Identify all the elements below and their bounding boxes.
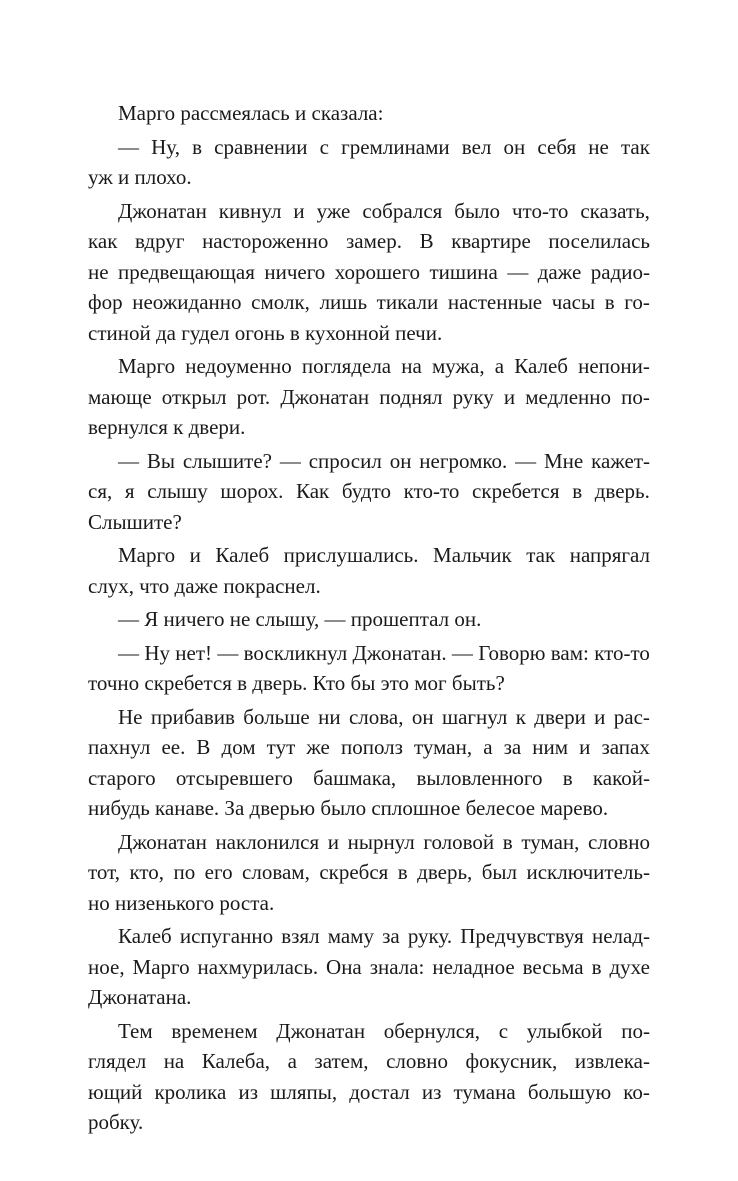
word: шорох. — [220, 479, 284, 503]
word: и — [293, 198, 305, 223]
word: Джонатан — [276, 1018, 366, 1043]
word: кролика — [154, 1079, 227, 1104]
word: ся, — [88, 479, 113, 503]
word: медленно — [525, 384, 612, 409]
word: — — [118, 640, 139, 665]
word: кто-то — [403, 479, 460, 503]
word: сравнении — [214, 134, 308, 159]
word: в — [502, 829, 513, 854]
text-line — [88, 382, 650, 413]
word: и — [594, 704, 606, 729]
word: в — [604, 290, 615, 314]
word: в — [572, 479, 583, 503]
text-line: нибудь канаве. За дверью было сплошное белесое марево. — [88, 796, 609, 820]
word: Джонатан — [118, 198, 207, 223]
word: с — [319, 134, 329, 159]
word: слышите? — [182, 448, 272, 473]
text-line: вернулся к двери. — [88, 415, 246, 439]
word: мужа, — [432, 354, 485, 378]
word: на — [163, 1049, 185, 1073]
text-line — [88, 196, 650, 227]
word: вел — [461, 134, 492, 159]
text-line — [88, 1016, 650, 1047]
word: Джонатан — [280, 384, 370, 409]
word: го- — [624, 290, 650, 314]
text-line — [88, 857, 650, 888]
word: Предчувствуя — [460, 924, 584, 948]
word: предвещающая — [118, 259, 255, 284]
word: ющий — [88, 1079, 143, 1104]
word: неожиданно — [132, 290, 242, 314]
word: кто, — [129, 860, 165, 884]
word: кажет- — [591, 448, 650, 473]
word: лишь — [319, 290, 368, 314]
word: к — [515, 704, 526, 729]
word: замер. — [345, 229, 402, 253]
paragraph — [88, 921, 650, 1013]
word: Джонатан — [118, 829, 207, 854]
word: он — [411, 704, 434, 729]
word: дверь. — [594, 479, 650, 503]
text-line: робку. — [88, 1110, 144, 1134]
word: шагнул — [441, 704, 508, 729]
word: Марго — [118, 543, 176, 567]
paragraph — [88, 540, 650, 601]
word: вдруг — [135, 229, 185, 253]
word: так — [620, 134, 650, 159]
paragraph — [88, 827, 650, 919]
word: неладное — [432, 954, 515, 979]
word: — — [515, 448, 537, 473]
word: напрягал — [569, 543, 650, 567]
word: сказать, — [580, 198, 650, 223]
text-line — [88, 132, 650, 163]
word: по- — [621, 1018, 650, 1043]
word: смолк, — [251, 290, 310, 314]
word: по — [173, 860, 196, 884]
word: рот. — [236, 384, 271, 409]
word: его — [204, 860, 233, 884]
text-line: уж и плохо. — [88, 165, 192, 189]
word: ее. — [161, 735, 186, 759]
word: затем, — [314, 1049, 369, 1073]
paragraph — [88, 702, 650, 824]
text-line — [88, 921, 650, 952]
word: а — [287, 1049, 297, 1073]
word: же — [306, 735, 330, 759]
word: туман, — [414, 735, 473, 759]
text-line — [88, 287, 650, 318]
word: нырнул — [347, 829, 415, 854]
word: прибавив — [150, 704, 235, 729]
word: Калеб — [118, 924, 172, 948]
word: маму — [327, 924, 374, 948]
text-line — [88, 952, 650, 983]
word: улыбкой — [526, 1018, 603, 1043]
paragraph — [88, 638, 650, 699]
paragraph — [88, 98, 650, 129]
word: не — [88, 259, 109, 284]
text-line — [88, 638, 650, 669]
word: наклонился — [215, 829, 320, 854]
word: Тем — [118, 1018, 153, 1043]
word: как — [88, 229, 118, 253]
word: негромко. — [419, 448, 508, 473]
word: ним — [532, 735, 569, 759]
word: тот, — [88, 860, 120, 884]
word: и — [503, 384, 516, 409]
text-line — [88, 763, 650, 794]
text-line — [88, 827, 650, 858]
word: ное, — [88, 954, 125, 979]
word: нелад- — [591, 924, 650, 948]
word: дом — [221, 735, 256, 759]
word: испуганно — [179, 924, 274, 948]
text-line — [88, 1046, 650, 1077]
word: гремлинами — [341, 134, 450, 159]
word: радио- — [590, 259, 650, 284]
word: фокусник, — [465, 1049, 558, 1073]
word: — — [279, 448, 301, 473]
word: духе — [609, 954, 650, 979]
text-line: — Я ничего не слышу, — прошептал он. — [118, 607, 482, 631]
word: отсыревшего — [175, 765, 293, 790]
paragraph — [88, 196, 650, 349]
word: туман, — [521, 829, 580, 854]
word: уже — [316, 198, 351, 223]
word: руку — [452, 384, 494, 409]
text-line — [88, 351, 650, 382]
word: обернулся, — [383, 1018, 481, 1043]
word: из — [421, 1079, 442, 1104]
word: скребся — [319, 860, 389, 884]
word: собрался — [362, 198, 443, 223]
word: весьма — [522, 954, 584, 979]
word: В — [196, 735, 211, 759]
word: поглядела — [301, 354, 392, 378]
word: Мне — [543, 448, 584, 473]
word: Джонатан. — [352, 640, 447, 665]
word: руку. — [407, 924, 453, 948]
word: — — [451, 640, 473, 665]
word: Она — [326, 954, 362, 979]
word: взял — [281, 924, 320, 948]
word: было — [454, 198, 501, 223]
word: пахнул — [88, 735, 151, 759]
word: тут — [266, 735, 296, 759]
word: тишина — [429, 259, 498, 284]
word: старого — [88, 765, 156, 790]
word: — — [217, 640, 239, 665]
word: непони- — [578, 354, 650, 378]
word: пополз — [340, 735, 403, 759]
word: нет! — [175, 640, 213, 665]
text-line — [88, 1077, 650, 1108]
word: ничего — [264, 259, 326, 284]
word: Мальчик — [433, 543, 512, 567]
text-line — [88, 540, 650, 571]
word: Вы — [146, 448, 175, 473]
word: глядел — [88, 1049, 147, 1073]
word: квартире — [451, 229, 531, 253]
paragraph — [88, 1016, 650, 1138]
word: большую — [527, 1079, 612, 1104]
word: слова, — [348, 704, 404, 729]
word: а — [494, 354, 505, 378]
book-page — [88, 98, 650, 1138]
word: вам: — [550, 640, 589, 665]
word: В — [419, 229, 434, 253]
word: в — [591, 954, 602, 979]
word: исключитель- — [526, 860, 650, 884]
word: тикали — [376, 290, 439, 314]
word: он — [389, 448, 412, 473]
word: ни — [318, 704, 341, 729]
text-line — [88, 446, 650, 477]
word: Говорю — [478, 640, 546, 665]
word: знала: — [369, 954, 425, 979]
word: спросил — [308, 448, 382, 473]
text-line — [88, 732, 650, 763]
word: рас- — [613, 704, 650, 729]
word: тумана — [453, 1079, 516, 1104]
word: — — [118, 448, 139, 473]
word: запах — [601, 735, 650, 759]
word: за — [382, 924, 400, 948]
text-line: Джонатана. — [88, 985, 192, 1009]
word: башмака, — [313, 765, 397, 790]
word: словам, — [242, 860, 310, 884]
word: шляпы, — [270, 1079, 338, 1104]
word: недоуменно — [185, 354, 292, 378]
paragraph — [88, 604, 650, 635]
word: и — [327, 829, 339, 854]
text-line — [88, 257, 650, 288]
word: не — [588, 134, 609, 159]
text-line: Марго рассмеялась и сказала: — [118, 101, 384, 125]
word: мающе — [88, 384, 152, 409]
word: достал — [349, 1079, 410, 1104]
word: открыл — [161, 384, 227, 409]
word: в — [192, 134, 203, 159]
word: скребется — [472, 479, 560, 503]
word: нахмурилась. — [197, 954, 319, 979]
word: а — [483, 735, 493, 759]
word: Ну — [144, 640, 170, 665]
word: по- — [621, 384, 650, 409]
word: и — [579, 735, 591, 759]
word: больше — [243, 704, 310, 729]
word: настороженно — [202, 229, 329, 253]
word: Ну, — [151, 134, 180, 159]
word: из — [238, 1079, 259, 1104]
word: фор — [88, 290, 123, 314]
word: будто — [341, 479, 392, 503]
word: какой- — [592, 765, 650, 790]
text-line: точно скребется в дверь. Кто бы это мог быть? — [88, 671, 505, 695]
word: так — [526, 543, 556, 567]
word: словно — [588, 829, 650, 854]
word: кто-то — [594, 640, 650, 665]
paragraph — [88, 446, 650, 538]
word: кивнул — [218, 198, 282, 223]
word: извлека- — [574, 1049, 650, 1073]
text-line — [88, 226, 650, 257]
paragraph — [88, 132, 650, 193]
text-line: слух, что даже покраснел. — [88, 573, 321, 598]
word: Калеба, — [201, 1049, 271, 1073]
paragraph — [88, 351, 650, 443]
word: — — [507, 259, 529, 284]
word: себя — [537, 134, 577, 159]
word: даже — [537, 259, 582, 284]
word: я — [124, 479, 135, 503]
word: двери — [534, 704, 586, 729]
text-line — [88, 702, 650, 733]
text-line: но низенького роста. — [88, 890, 275, 915]
word: слышу — [147, 479, 208, 503]
word: дверь, — [417, 860, 473, 884]
word: временем — [171, 1018, 258, 1043]
word: был — [481, 860, 518, 884]
text-line — [88, 476, 650, 507]
word: что-то — [512, 198, 569, 223]
text-line: стиной да гудел огонь в кухонной печи. — [88, 320, 443, 345]
word: Марго — [118, 354, 176, 378]
word: головой — [423, 829, 495, 854]
word: словно — [386, 1049, 449, 1073]
word: — — [118, 134, 139, 159]
word: в — [562, 765, 573, 790]
word: поднял — [379, 384, 443, 409]
word: Марго — [132, 954, 190, 979]
word: в — [397, 860, 408, 884]
word: поселилась — [548, 229, 650, 253]
text-line: Слышите? — [88, 509, 182, 534]
word: Как — [295, 479, 330, 503]
word: выловленного — [416, 765, 543, 790]
word: Калеб — [215, 543, 270, 567]
word: Калеб — [514, 354, 568, 378]
word: за — [503, 735, 522, 759]
word: Не — [118, 704, 143, 729]
word: настенные — [447, 290, 543, 314]
word: воскликнул — [243, 640, 348, 665]
word: хорошего — [334, 259, 421, 284]
word: и — [189, 543, 201, 567]
word: часы — [551, 290, 596, 314]
word: с — [498, 1018, 509, 1043]
word: прислушались. — [283, 543, 419, 567]
word: он — [503, 134, 526, 159]
word: ко- — [623, 1079, 650, 1104]
word: на — [401, 354, 422, 378]
